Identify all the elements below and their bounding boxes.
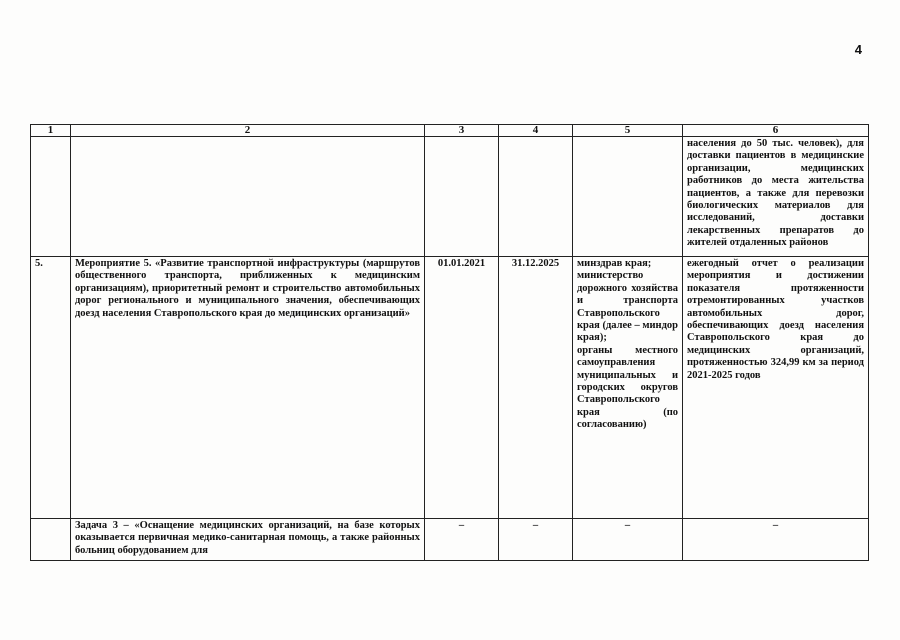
measure-description: Мероприятие 5. «Развитие транспортной инфраструктуры (маршрутов общественного транспорта, приближенных к медицинским организациям), приоритетный ремонт и строительство автомобильных дорог регионального и муниципального значения, обеспечивающих доезд населения Ставропольского края до медицинских организаций»: [71, 257, 425, 519]
header-col-4: 4: [499, 125, 573, 137]
header-col-5: 5: [573, 125, 683, 137]
result-cell: ежегодный отчет о реализации мероприятия и достижении показателя протяженности отремонтированных участков автомобильных дорог, обеспечивающих доезд населения Ставропольского края до медицинских организаций, протяженностью 324,99 км за период 2021-2025 годов: [683, 257, 869, 519]
header-col-3: 3: [425, 125, 499, 137]
header-col-6: 6: [683, 125, 869, 137]
table-header-row: [31, 125, 869, 137]
measures-table: [30, 124, 869, 561]
end-date: 31.12.2025: [499, 257, 573, 519]
executors-cell: минздрав края; министерство дорожного хозяйства и транспорта Ставропольского края (далее – миндор края); органы местного самоуправления муниципальных и городских округов Ставропольского края (по согласованию): [573, 257, 683, 519]
row-number: 5.: [31, 257, 71, 519]
start-date: 01.01.2021: [425, 257, 499, 519]
continuation-result-cell: населения до 50 тыс. человек), для доставки пациентов в медицинские организации, медицинских работников до места жительства пациентов, а также для перевозки биологических материалов для исследований, доставки лекарственных препаратов до жителей отдаленных районов: [683, 137, 869, 257]
task-3-col-5: –: [573, 519, 683, 561]
task-3-description: Задача 3 – «Оснащение медицинских организаций, на базе которых оказывается первичная медико-санитарная помощь, а также районных больниц оборудованием для: [71, 519, 425, 561]
header-col-1: 1: [31, 125, 71, 137]
task-3-row: [31, 519, 869, 561]
header-col-2: 2: [71, 125, 425, 137]
task-3-col-3: –: [425, 519, 499, 561]
continuation-row: [31, 137, 869, 257]
task-3-col-6: –: [683, 519, 869, 561]
task-3-col-4: –: [499, 519, 573, 561]
table-row-5: [31, 257, 869, 519]
page-number: 4: [854, 42, 862, 57]
